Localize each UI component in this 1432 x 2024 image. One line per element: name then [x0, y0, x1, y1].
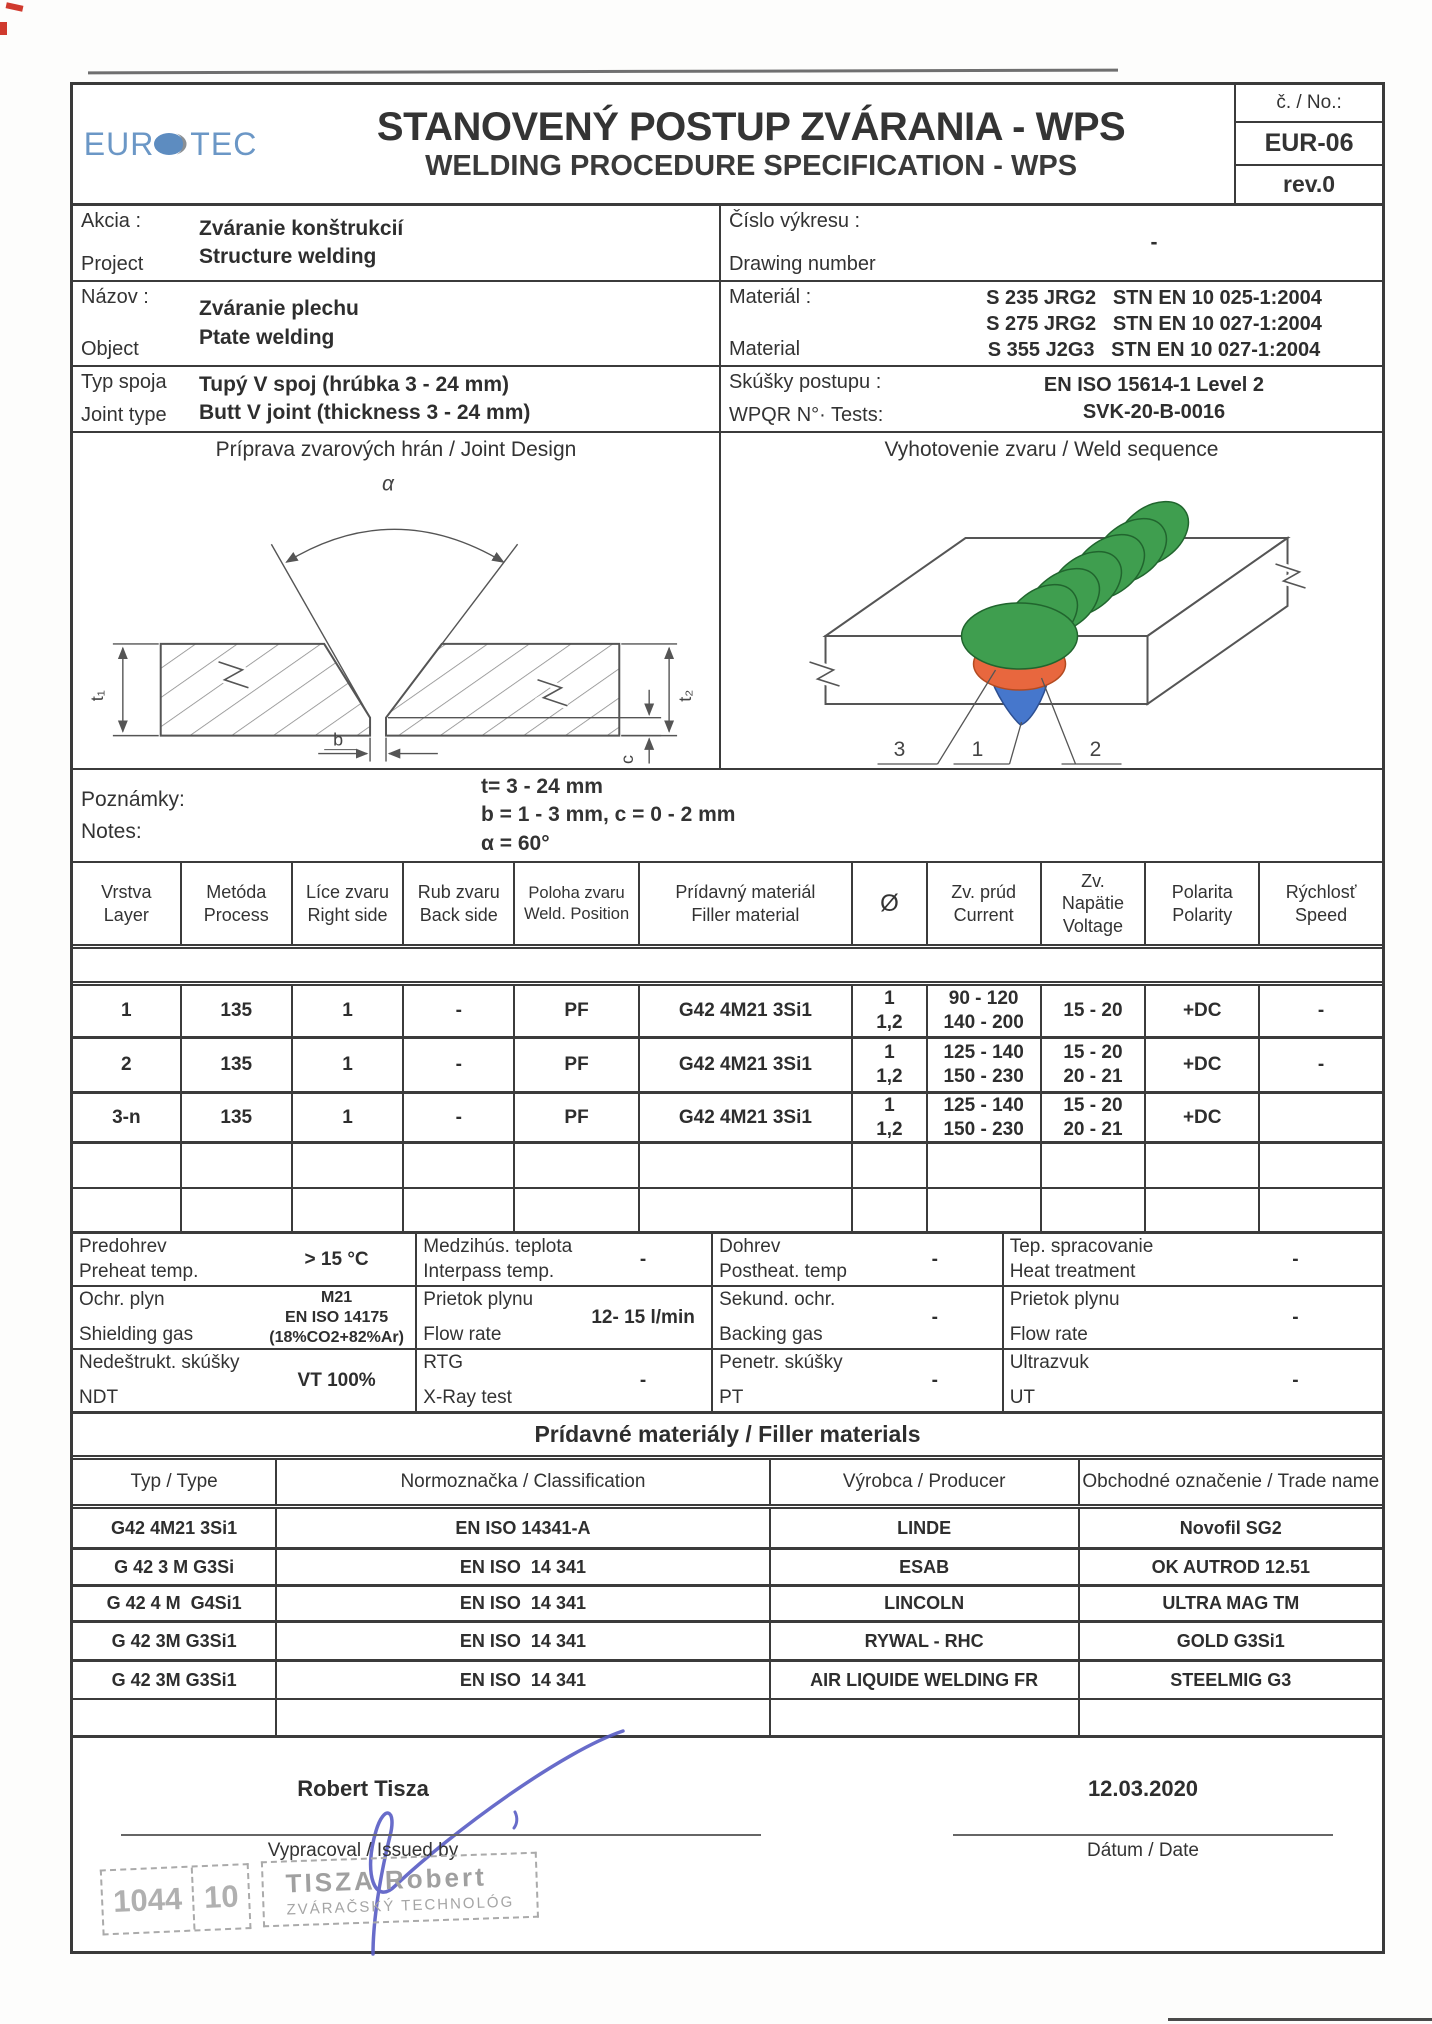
joint-type-label-en: Joint type [81, 404, 167, 426]
flow-rate-value: 12- 15 l/min [591, 1306, 695, 1328]
project-cell [73, 206, 721, 280]
col-backside-en: Back side [419, 904, 498, 925]
backing-flow-label-en: Flow rate [1009, 1324, 1088, 1345]
wpqr-tests-cell [721, 367, 1382, 431]
diameter-line: 1,2 [876, 1012, 903, 1033]
cell-speed: - [1317, 1000, 1325, 1022]
cell-position: PF [515, 986, 639, 1036]
cell-backside: - [404, 986, 515, 1036]
cell-backside: - [404, 1039, 515, 1091]
cell-layer: 3-n [73, 1094, 182, 1141]
object-value-en: Ptate welding [199, 325, 335, 349]
scan-artifact-bottom-line [1168, 2018, 1432, 2021]
current-line: 140 - 200 [943, 1012, 1024, 1033]
heat-treatment-cell [1004, 1234, 1382, 1285]
col-speed-sk: Rýchlosť [1285, 882, 1357, 902]
voltage-line: 15 - 20 [1063, 1042, 1123, 1064]
col-producer: Výrobca / Producer [771, 1460, 1080, 1504]
issuer-signature-line [121, 1834, 761, 1836]
cell-diameter [853, 986, 928, 1036]
project-label-en: Project [81, 253, 144, 275]
notes-section [73, 770, 1382, 863]
scan-artifact-red-mark [0, 22, 7, 35]
cell-current [928, 986, 1042, 1036]
cell-position: PF [515, 1039, 639, 1091]
filler-producer: ESAB [771, 1550, 1080, 1584]
postheat-cell [713, 1234, 1004, 1285]
params-header-row [73, 863, 1382, 949]
material-label-sk: Materiál : [728, 286, 812, 308]
col-speed-en: Speed [1295, 904, 1348, 925]
notes-label-en: Notes: [81, 819, 142, 843]
joint-design-title: Príprava zvarových hrán / Joint Design [215, 438, 577, 461]
material-line-2: S 275 JRG2 STN EN 10 027-1:2004 [986, 312, 1322, 335]
alpha-label: α [382, 472, 394, 496]
col-voltage-en: Voltage [1062, 915, 1123, 936]
backing-gas-value: - [931, 1306, 938, 1328]
joint-design-cell [73, 433, 721, 768]
stamp-number-box [100, 1863, 252, 1935]
diameter-line: 1,2 [876, 1066, 903, 1087]
preheat-value: > 15 °C [304, 1248, 369, 1270]
material-line-1: S 235 JRG2 STN EN 10 025-1:2004 [986, 286, 1322, 309]
backing-flow-label-sk: Prietok plynu [1009, 1289, 1120, 1310]
fillers-header-row [73, 1460, 1382, 1509]
cell-backside: - [404, 1094, 515, 1141]
cell-layer: 1 [73, 986, 182, 1036]
b-label: b [333, 729, 344, 750]
filler-type: G 42 3M G3Si1 [73, 1662, 277, 1698]
object-label-en: Object [81, 338, 139, 360]
diameter-line: 1 [884, 1042, 895, 1064]
backing-flow-rate-cell [1004, 1287, 1382, 1348]
filler-row [73, 1587, 1382, 1623]
xray-label-sk: RTG [423, 1352, 464, 1373]
conditions-row-3 [73, 1350, 1382, 1414]
ndt-cell [73, 1350, 417, 1411]
filler-producer: LINDE [771, 1509, 1080, 1547]
scan-artifact-top-line [88, 69, 1118, 75]
interpass-label-sk: Medzihús. teplota [423, 1236, 573, 1257]
col-layer-sk: Vrstva [101, 882, 152, 902]
ultrasonic-label-en: UT [1009, 1387, 1036, 1408]
col-rightside-en: Right side [307, 904, 388, 925]
col-filler-type: Typ / Type [73, 1460, 277, 1504]
object-value-sk: Zváranie plechu [199, 297, 359, 321]
col-position-sk: Poloha zvaru [528, 883, 625, 902]
cell-current [928, 1039, 1042, 1091]
filler-classification: EN ISO 14 341 [277, 1550, 770, 1584]
col-diameter: Ø [880, 889, 899, 917]
drawing-number-value: - [1150, 230, 1158, 254]
shielding-gas-label-en: Shielding gas [79, 1324, 194, 1345]
weld-cap-front [961, 603, 1077, 669]
col-trade-name: Obchodné označenie / Trade name [1082, 1471, 1380, 1492]
ultrasonic-label-sk: Ultrazvuk [1009, 1352, 1089, 1373]
doc-number-label: č. / No.: [1236, 85, 1382, 123]
penetrant-cell [713, 1350, 1004, 1411]
cell-process: 135 [182, 1039, 293, 1091]
penetrant-value: - [931, 1369, 938, 1391]
joint-type-label-sk: Typ spoja [81, 371, 167, 393]
doc-revision: rev.0 [1283, 171, 1336, 197]
filler-trade-name: STEELMIG G3 [1170, 1669, 1292, 1690]
filler-classification: EN ISO 14 341 [277, 1662, 770, 1698]
note-angle: α = 60° [481, 831, 550, 855]
xray-value: - [639, 1369, 647, 1391]
form-header [73, 85, 1382, 206]
shielding-gas-label-sk: Ochr. plyn [79, 1289, 165, 1310]
stamp-number-1: 1044 [102, 1868, 196, 1934]
logo-text-right: TEC [190, 125, 258, 162]
gas-line: (18%CO2+82%Ar) [269, 1328, 404, 1346]
preheat-cell [73, 1234, 417, 1285]
note-thickness: t= 3 - 24 mm [481, 774, 603, 798]
stamp-name: TISZA Robert [285, 1861, 488, 1899]
cell-filler: G42 4M21 3Si1 [640, 1094, 853, 1141]
col-classification: Normoznačka / Classification [277, 1460, 770, 1504]
scan-artifact-red-mark [6, 2, 24, 11]
tests-label-en: WPQR N°· Tests: [728, 404, 884, 426]
backing-gas-label-sk: Sekund. ochr. [719, 1289, 836, 1310]
col-backside-sk: Rub zvaru [417, 882, 500, 902]
joint-design-diagram [73, 466, 719, 768]
current-line: 150 - 230 [943, 1066, 1024, 1087]
signature-section [73, 1738, 1382, 1951]
doc-number-box [1234, 85, 1382, 203]
date-label: Dátum / Date [1087, 1840, 1199, 1861]
filler-producer: LINCOLN [771, 1587, 1080, 1620]
params-empty-row [73, 1144, 1382, 1189]
col-polarity-sk: Polarita [1171, 882, 1233, 902]
ndt-label-sk: Nedeštrukt. skúšky [79, 1352, 240, 1373]
filler-type: G 42 3 M G3Si [73, 1550, 277, 1584]
filler-row [73, 1662, 1382, 1700]
diameter-line: 1 [884, 1094, 895, 1116]
filler-type: G42 4M21 3Si1 [73, 1509, 277, 1547]
info-row-object [73, 282, 1382, 367]
filler-classification: EN ISO 14 341 [277, 1623, 770, 1659]
backing-flow-value: - [1292, 1306, 1299, 1328]
xray-cell [417, 1350, 713, 1411]
eurotec-logo [84, 126, 258, 163]
cell-layer: 2 [73, 1039, 182, 1091]
filler-empty-row [73, 1700, 1382, 1738]
params-row-3 [73, 1094, 1382, 1144]
stamp-number-2: 10 [203, 1878, 240, 1916]
gas-line: M21 [321, 1288, 353, 1306]
project-label-sk: Akcia : [81, 210, 142, 232]
filler-row [73, 1623, 1382, 1662]
filler-trade-name: Novofil SG2 [1179, 1517, 1282, 1538]
col-process-en: Process [203, 904, 269, 925]
params-spacer-row [73, 949, 1382, 986]
voltage-line: 15 - 20 [1063, 1000, 1123, 1022]
col-rightside-sk: Líce zvaru [305, 882, 390, 902]
col-process-sk: Metóda [206, 882, 267, 902]
params-row-1 [73, 986, 1382, 1039]
params-row-2 [73, 1039, 1382, 1094]
col-filler-sk: Prídavný materiál [675, 882, 816, 902]
cell-current [928, 1094, 1042, 1141]
issuer-name: Robert Tisza [297, 1776, 429, 1801]
cell-filler: G42 4M21 3Si1 [640, 986, 853, 1036]
ultrasonic-cell [1004, 1350, 1382, 1411]
ndt-value: VT 100% [297, 1369, 376, 1391]
ultrasonic-value: - [1292, 1369, 1299, 1391]
voltage-line: 20 - 21 [1063, 1118, 1123, 1140]
flow-rate-label-en: Flow rate [423, 1324, 502, 1345]
tests-value-line1: EN ISO 15614-1 Level 2 [1043, 374, 1265, 396]
logo-text-left: EUR [83, 125, 155, 162]
backing-gas-cell [713, 1287, 1004, 1348]
object-cell [73, 282, 721, 365]
t2-label: t₂ [675, 689, 696, 702]
postheat-value: - [931, 1248, 938, 1270]
info-row-joint-type [73, 367, 1382, 433]
diagrams-section [73, 433, 1382, 770]
conditions-row-2 [73, 1287, 1382, 1350]
filler-trade-name: ULTRA MAG TM [1162, 1593, 1300, 1613]
ndt-label-en: NDT [79, 1387, 119, 1408]
cell-polarity: +DC [1146, 1094, 1260, 1141]
fillers-title: Prídavné materiály / Filler materials [73, 1414, 1382, 1460]
col-current-sk: Zv. prúd [951, 882, 1016, 902]
preheat-label-sk: Predohrev [79, 1236, 167, 1257]
penetrant-label-sk: Penetr. skúšky [719, 1352, 843, 1373]
col-voltage-sk1: Zv. [1081, 870, 1105, 891]
issuer-label: Vypracoval / Issued by [267, 1840, 459, 1861]
cell-rightside: 1 [293, 1094, 404, 1141]
current-line: 150 - 230 [943, 1118, 1024, 1140]
material-cell [721, 282, 1382, 365]
col-filler-en: Filler material [691, 904, 800, 925]
current-line: 125 - 140 [943, 1042, 1024, 1064]
note-gap: b = 1 - 3 mm, c = 0 - 2 mm [481, 803, 736, 827]
tests-value-line2: SVK-20-B-0016 [1082, 401, 1226, 423]
page-title-sk: STANOVENÝ POSTUP ZVÁRANIA - WPS [376, 105, 1126, 150]
t1-dimension [113, 644, 159, 736]
voltage-line: 20 - 21 [1063, 1066, 1123, 1087]
backing-gas-label-en: Backing gas [719, 1324, 823, 1345]
right-plate [386, 644, 619, 736]
cell-position: PF [515, 1094, 639, 1141]
params-empty-row [73, 1189, 1382, 1234]
interpass-cell [417, 1234, 713, 1285]
cell-voltage [1042, 986, 1147, 1036]
doc-number-value: EUR-06 [1236, 123, 1382, 166]
preheat-label-en: Preheat temp. [79, 1261, 199, 1282]
logo-globe-icon [152, 129, 192, 159]
welder-stamp [100, 1850, 540, 1935]
weld-sequence-cell [721, 433, 1382, 768]
shielding-gas-cell [73, 1287, 417, 1348]
diameter-line: 1 [884, 988, 895, 1010]
interpass-label-en: Interpass temp. [423, 1261, 555, 1282]
project-value-sk: Zváranie konštrukcií [199, 216, 404, 240]
voltage-line: 15 - 20 [1063, 1094, 1123, 1116]
cell-filler: G42 4M21 3Si1 [640, 1039, 853, 1091]
diameter-line: 1,2 [876, 1118, 903, 1140]
col-position-en: Weld. Position [523, 904, 630, 923]
col-polarity-en: Polarity [1172, 904, 1233, 925]
joint-type-value-sk: Tupý V spoj (hrúbka 3 - 24 mm) [199, 372, 509, 396]
cell-diameter [853, 1094, 928, 1141]
drawing-label-en: Drawing number [728, 253, 876, 275]
filler-classification: EN ISO 14341-A [277, 1509, 770, 1547]
project-value-en: Structure welding [199, 245, 377, 268]
weld-sequence-title: Vyhotovenie zvaru / Weld sequence [884, 438, 1219, 461]
interpass-value: - [639, 1248, 647, 1270]
cell-diameter [853, 1039, 928, 1091]
material-line-3: S 355 J2G3 STN EN 10 027-1:2004 [987, 338, 1321, 361]
gas-line: EN ISO 14175 [285, 1308, 389, 1326]
weld-sequence-diagram [721, 466, 1382, 768]
flow-rate-label-sk: Prietok plynu [423, 1289, 534, 1310]
cell-process: 135 [182, 1094, 293, 1141]
filler-type: G 42 3M G3Si1 [73, 1623, 277, 1659]
current-line: 125 - 140 [943, 1094, 1024, 1116]
cell-rightside: 1 [293, 1039, 404, 1091]
stamp-name-box [261, 1852, 539, 1928]
heat-treatment-label-en: Heat treatment [1009, 1261, 1136, 1282]
stamp-title: ZVÁRAČSKÝ TECHNOLÓG [286, 1893, 515, 1919]
joint-type-cell [73, 367, 721, 431]
sequence-label-1: 1 [971, 738, 984, 761]
col-current-en: Current [953, 904, 1014, 925]
col-layer-en: Layer [103, 904, 149, 925]
cell-polarity: +DC [1146, 986, 1260, 1036]
object-label-sk: Názov : [81, 286, 149, 308]
penetrant-label-en: PT [719, 1387, 744, 1408]
current-line: 90 - 120 [948, 988, 1019, 1010]
cell-speed [1260, 1094, 1382, 1141]
filler-producer: AIR LIQUIDE WELDING FR [771, 1662, 1080, 1698]
cell-voltage [1042, 1094, 1147, 1141]
xray-label-en: X-Ray test [423, 1387, 512, 1408]
postheat-label-sk: Dohrev [719, 1236, 781, 1257]
title-cell [268, 85, 1234, 203]
notes-label-sk: Poznámky: [81, 788, 185, 811]
issue-date: 12.03.2020 [1087, 1776, 1199, 1801]
wps-form [70, 82, 1385, 1954]
col-voltage-sk2: Napätie [1061, 893, 1124, 914]
filler-type: G 42 4 M G4Si1 [73, 1587, 277, 1620]
logo-cell [73, 85, 268, 203]
filler-row [73, 1509, 1382, 1550]
cell-rightside: 1 [293, 986, 404, 1036]
sequence-label-2: 2 [1089, 738, 1102, 761]
filler-producer: RYWAL - RHC [771, 1623, 1080, 1659]
flow-rate-cell [417, 1287, 713, 1348]
material-label-en: Material [728, 338, 801, 360]
info-row-project [73, 206, 1382, 282]
filler-trade-name: OK AUTROD 12.51 [1151, 1556, 1310, 1577]
conditions-row-1 [73, 1234, 1382, 1287]
cell-voltage [1042, 1039, 1147, 1091]
left-plate [161, 644, 370, 736]
joint-type-value-en: Butt V joint (thickness 3 - 24 mm) [199, 401, 531, 424]
tests-label-sk: Skúšky postupu : [728, 371, 882, 393]
filler-trade-name: GOLD G3Si1 [1176, 1630, 1285, 1651]
heat-treatment-value: - [1292, 1248, 1299, 1270]
date-line [953, 1834, 1333, 1836]
cell-process: 135 [182, 986, 293, 1036]
cell-polarity: +DC [1146, 1039, 1260, 1091]
t1-label: t₁ [86, 690, 107, 702]
drawing-label-sk: Číslo výkresu : [728, 210, 861, 232]
filler-row [73, 1550, 1382, 1587]
sequence-label-3: 3 [893, 738, 906, 761]
drawing-number-cell [721, 206, 1382, 280]
page-title-en: WELDING PROCEDURE SPECIFICATION - WPS [425, 150, 1078, 183]
cell-speed: - [1317, 1054, 1325, 1076]
c-label: c [617, 755, 638, 765]
filler-classification: EN ISO 14 341 [277, 1587, 770, 1620]
heat-treatment-label-sk: Tep. spracovanie [1009, 1236, 1154, 1257]
postheat-label-en: Postheat. temp [719, 1261, 847, 1282]
